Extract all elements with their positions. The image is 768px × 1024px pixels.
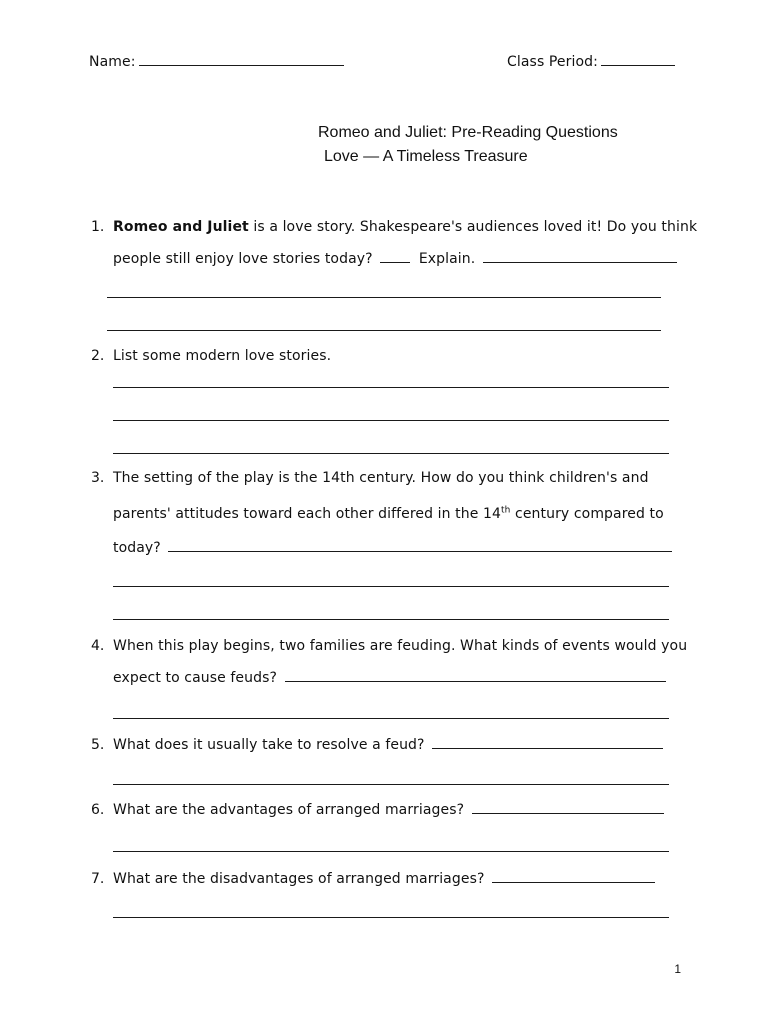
question-text-part: Explain.	[418, 251, 476, 267]
answer-blank[interactable]	[432, 747, 663, 749]
question-text-part: What are the disadvantages of arranged marriages?	[113, 871, 485, 887]
question-text-part: today?	[113, 540, 161, 556]
answer-line[interactable]	[113, 784, 669, 785]
answer-line[interactable]	[113, 387, 669, 388]
question-number: 4.	[91, 638, 105, 654]
answer-line[interactable]	[113, 453, 669, 454]
worksheet-subtitle: Love — A Timeless Treasure	[324, 148, 528, 165]
question-text	[113, 737, 663, 753]
question-text: When this play begins, two families are feuding. What kinds of events would you	[113, 638, 688, 654]
answer-blank[interactable]	[492, 881, 655, 883]
answer-line[interactable]	[113, 917, 669, 918]
name-field[interactable]	[89, 54, 344, 70]
question-text-part: parents' attitudes toward each other differed in the 14	[113, 506, 502, 522]
question-number: 5.	[91, 737, 105, 753]
book-title: Romeo and Juliet	[113, 219, 249, 235]
answer-line[interactable]	[113, 851, 669, 852]
question-text-part: century compared to	[510, 506, 664, 522]
question-text-part: people still enjoy love stories today?	[113, 251, 373, 267]
question-text-part: What are the advantages of arranged marriages?	[113, 802, 465, 818]
name-blank[interactable]	[139, 64, 344, 66]
question-number: 1.	[91, 219, 105, 235]
name-label: Name:	[89, 54, 136, 70]
question-text-line-2	[113, 251, 677, 267]
question-text-line-2	[113, 670, 666, 686]
question-number: 6.	[91, 802, 105, 818]
question-text-part: expect to cause feuds?	[113, 670, 278, 686]
question-text: The setting of the play is the 14th century. How do you think children's and	[113, 470, 649, 486]
question-text	[113, 219, 697, 235]
question-text	[113, 871, 655, 887]
answer-blank-short[interactable]	[380, 261, 410, 263]
question-text-line-2	[113, 506, 664, 522]
question-number: 2.	[91, 348, 105, 364]
question-text: List some modern love stories.	[113, 348, 332, 364]
answer-line[interactable]	[107, 297, 661, 298]
question-text-part: What does it usually take to resolve a feud?	[113, 737, 425, 753]
answer-blank[interactable]	[285, 680, 666, 682]
class-period-field[interactable]	[507, 54, 675, 70]
answer-line[interactable]	[113, 619, 669, 620]
question-number: 7.	[91, 871, 105, 887]
question-text	[113, 802, 664, 818]
answer-line[interactable]	[113, 420, 669, 421]
question-number: 3.	[91, 470, 105, 486]
question-text-part: is a love story. Shakespeare's audiences loved it! Do you think	[248, 219, 698, 235]
question-text-line-3	[113, 540, 672, 556]
page-number: 1	[674, 962, 681, 976]
worksheet-title: Romeo and Juliet: Pre-Reading Questions	[318, 124, 618, 141]
answer-blank[interactable]	[472, 812, 664, 814]
answer-line[interactable]	[107, 330, 661, 331]
answer-blank[interactable]	[483, 261, 677, 263]
superscript: th	[501, 505, 511, 516]
answer-blank[interactable]	[168, 550, 672, 552]
class-period-blank[interactable]	[601, 64, 675, 66]
answer-line[interactable]	[113, 586, 669, 587]
class-period-label: Class Period:	[507, 54, 598, 70]
answer-line[interactable]	[113, 718, 669, 719]
